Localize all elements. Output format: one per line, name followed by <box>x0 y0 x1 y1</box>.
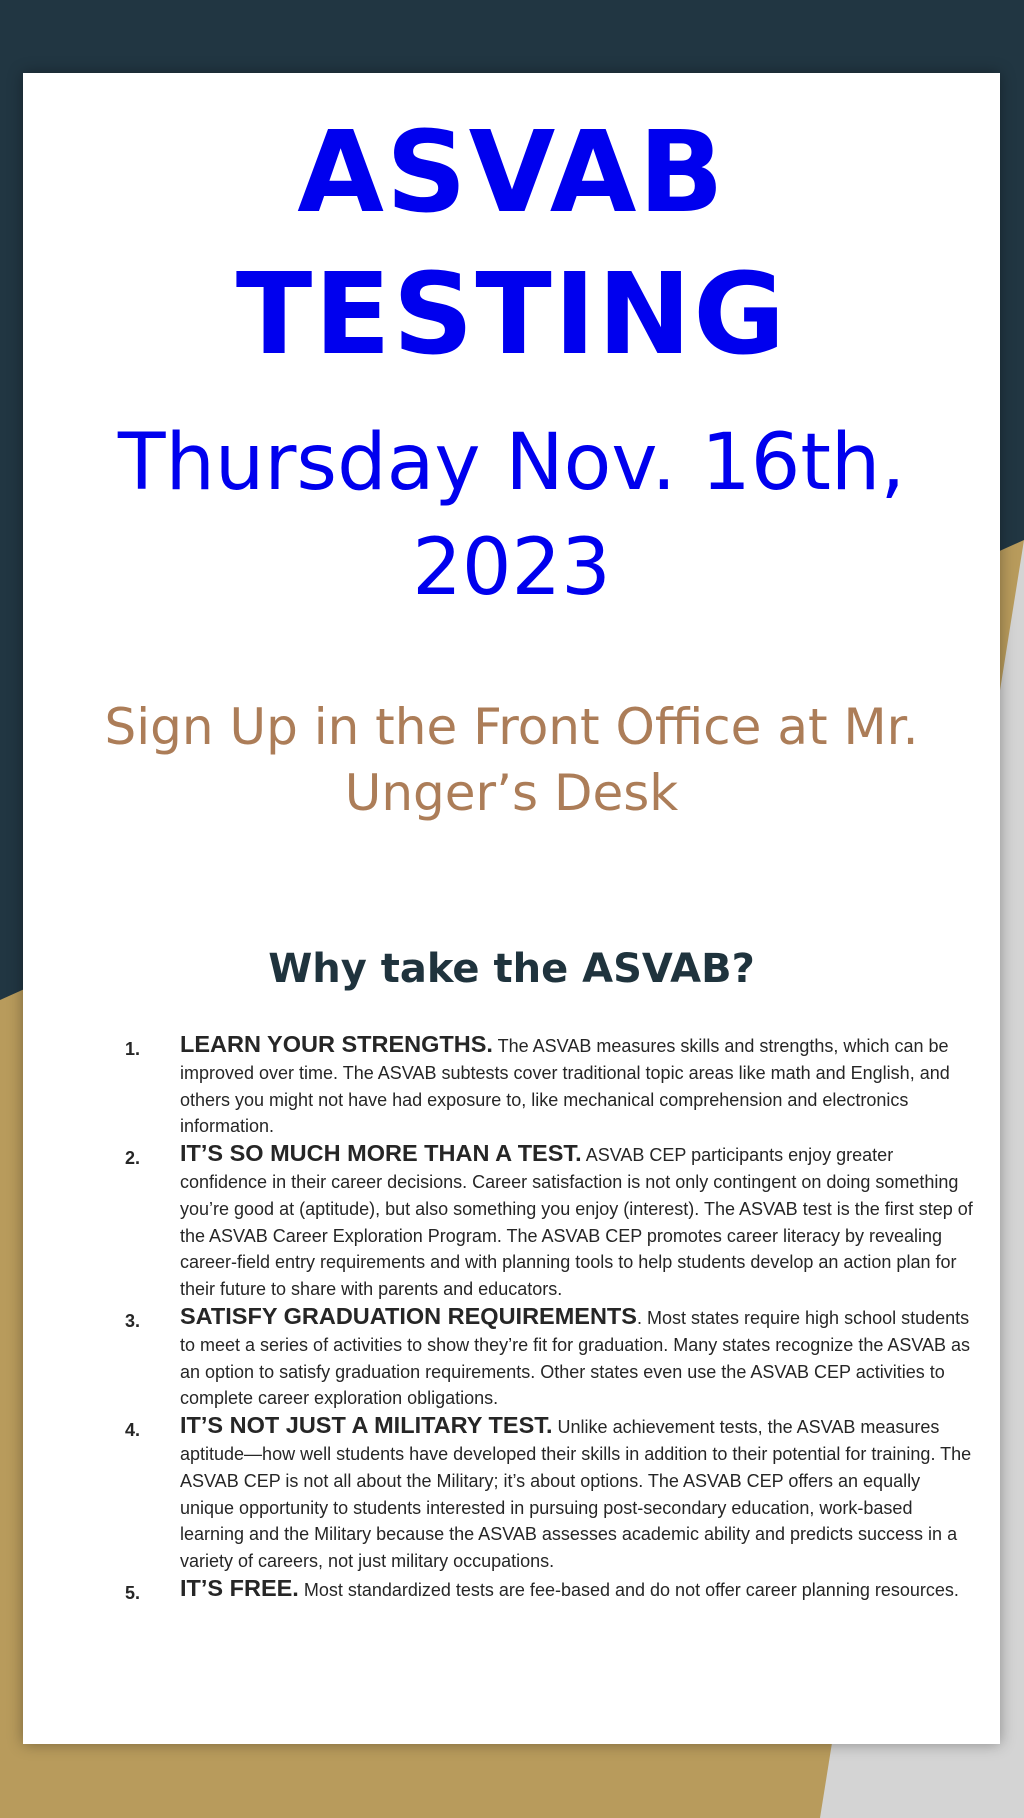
reason-item <box>23 1303 1000 1412</box>
reason-number: 5. <box>125 1582 141 1603</box>
title-line-2: TESTING <box>235 250 788 380</box>
reason-item <box>23 1575 1000 1604</box>
reason-item <box>23 1031 1000 1140</box>
signup-instructions-line-1: Sign Up in the Front Office at Mr. <box>104 698 919 756</box>
reason-item <box>23 1140 1000 1303</box>
reason-heading: SATISFY GRADUATION REQUIREMENTS <box>180 1302 637 1329</box>
reason-text: The ASVAB measures skills and strengths, which can be improved over time. The ASVAB subtests cover traditional topic areas like math and English, and others you might not have had exposure to, like mechanical comprehension and electronics information. <box>180 1036 950 1137</box>
reason-number: 3. <box>125 1310 141 1331</box>
test-date-line-2: 2023 <box>412 523 611 613</box>
signup-instructions-line-2: Unger’s Desk <box>344 764 679 822</box>
reasons-list <box>23 1031 1000 1604</box>
reason-heading: IT’S SO MUCH MORE THAN A TEST. <box>180 1140 582 1167</box>
flyer-page <box>23 73 1000 1744</box>
reason-text: Unlike achievement tests, the ASVAB measures aptitude—how well students have developed their skills in addition to their potential for training. The ASVAB CEP is not all about the Military; it’s about options. The ASVAB CEP offers an equally unique opportunity to students interested in pursuing post-secondary education, work-based learning and the Military because the ASVAB assesses academic ability and predicts success in a variety of careers, not just military occupations. <box>180 1417 972 1572</box>
reason-number: 2. <box>125 1148 141 1169</box>
reason-number: 1. <box>125 1039 141 1059</box>
reason-item <box>23 1412 1000 1575</box>
reason-heading: IT’S NOT JUST A MILITARY TEST. <box>180 1412 553 1439</box>
reason-heading: IT’S FREE. <box>180 1574 299 1601</box>
test-date-line-1: Thursday Nov. 16th, <box>117 418 906 508</box>
reason-text: ASVAB CEP participants enjoy greater confidence in their career decisions. Career satisfaction is not only contingent on doing something you’re good at (aptitude), but also something you enjoy (interest). The ASVAB test is the first step of the ASVAB Career Exploration Program. The ASVAB CEP promotes career literacy by revealing career-field entry requirements and with planning tools to help students develop an action plan for their future to share with parents and educators. <box>180 1145 973 1300</box>
reason-number: 4. <box>125 1420 141 1441</box>
reason-text: Most standardized tests are fee-based and do not offer career planning resources. <box>298 1579 959 1600</box>
reason-text: . Most states require high school students to meet a series of activities to show they’re fit for graduation. Many states recognize the ASVAB as an option to satisfy graduation requirements. Other states even use the ASVAB CEP activities to complete career exploration obligations. <box>180 1307 971 1409</box>
why-heading: Why take the ASVAB? <box>268 946 755 992</box>
reason-heading: LEARN YOUR STRENGTHS. <box>180 1031 493 1057</box>
title-line-1: ASVAB <box>297 108 726 238</box>
